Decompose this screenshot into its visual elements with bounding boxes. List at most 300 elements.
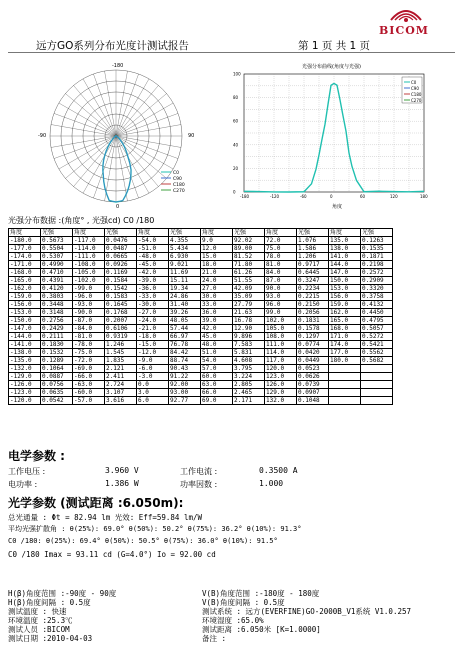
- table-cell: -177.0: [9, 245, 41, 253]
- table-cell: -54.0: [137, 237, 169, 245]
- table-cell: 0.0774: [297, 341, 329, 349]
- table-cell: -63.0: [73, 381, 105, 389]
- table-cell: 27.0: [201, 285, 233, 293]
- table-header-11: 光强: [361, 229, 393, 237]
- table-header-0: 角度: [9, 229, 41, 237]
- table-row: [9, 365, 393, 373]
- footer-date: 测试日期 :2010-04-03: [8, 634, 93, 643]
- table-cell: 123.0: [265, 373, 297, 381]
- table-row: [9, 261, 393, 269]
- table-cell: 129.0: [265, 389, 297, 397]
- table-row: [9, 397, 393, 405]
- table-row: [9, 325, 393, 333]
- table-cell: 0.4795: [361, 317, 393, 325]
- table-cell: -39.0: [137, 277, 169, 285]
- table-cell: 114.0: [265, 349, 297, 357]
- table-cell: 2.465: [233, 389, 265, 397]
- table-cell: -69.0: [73, 365, 105, 373]
- table-cell: 0.5682: [361, 357, 393, 365]
- table-cell: 0.2111: [41, 333, 73, 341]
- table-cell: -48.0: [137, 253, 169, 261]
- table-cell: 57.0: [201, 365, 233, 373]
- table-cell: [329, 365, 361, 373]
- table-cell: 92.02: [233, 237, 265, 245]
- table-cell: 0.2198: [361, 261, 393, 269]
- table-cell: -18.0: [137, 333, 169, 341]
- table-cell: -51.0: [137, 245, 169, 253]
- table-cell: -141.0: [9, 341, 41, 349]
- table-cell: 60.0: [201, 373, 233, 381]
- table-cell: 0.0665: [105, 253, 137, 261]
- table-cell: 66.97: [169, 333, 201, 341]
- table-cell: 72.0: [265, 237, 297, 245]
- table-cell: 111.0: [265, 341, 297, 349]
- table-cell: [329, 381, 361, 389]
- table-cell: 75.0: [265, 245, 297, 253]
- table-cell: 0.4120: [41, 285, 73, 293]
- table-cell: 81.0: [265, 261, 297, 269]
- table-row: [9, 373, 393, 381]
- data-table: [8, 228, 393, 405]
- cartesian-ytick: 80: [233, 95, 239, 101]
- table-cell: 0.3247: [297, 277, 329, 285]
- table-cell: 0.6106: [105, 325, 137, 333]
- footer-remark: 备注 :: [202, 634, 227, 643]
- table-cell: 4.608: [233, 357, 265, 365]
- table-cell: 102.0: [265, 317, 297, 325]
- current-value: 0.3500 A: [259, 466, 298, 475]
- table-cell: 0.0449: [297, 357, 329, 365]
- cartesian-xtick: 120: [390, 194, 398, 199]
- table-cell: 0.1583: [105, 293, 137, 301]
- table-cell: [329, 397, 361, 405]
- table-cell: -33.0: [137, 293, 169, 301]
- table-cell: -111.0: [73, 253, 105, 261]
- table-cell: 99.0: [265, 309, 297, 317]
- footer-h-range: H(β)角度范围 :-90度 - 90度: [8, 589, 117, 598]
- table-cell: -126.0: [9, 381, 41, 389]
- table-cell: 93.00: [169, 389, 201, 397]
- cartesian-ytick: 20: [233, 165, 239, 171]
- table-cell: 24.86: [169, 293, 201, 301]
- optics-line2a: 平均光强扩散角 : θ(25%): 69.0° θ(50%): 50.2° θ(75%): 36.2° θ(10%): 91.3°: [8, 525, 302, 533]
- table-cell: -45.0: [137, 261, 169, 269]
- table-cell: -12.0: [137, 349, 169, 357]
- table-cell: 12.0: [201, 245, 233, 253]
- table-cell: 3.0: [137, 389, 169, 397]
- table-cell: 89.00: [233, 245, 265, 253]
- table-cell: 57.44: [169, 325, 201, 333]
- table-cell: 63.0: [201, 381, 233, 389]
- table-cell: 6.0: [137, 397, 169, 405]
- table-cell: 16.78: [233, 317, 265, 325]
- table-cell: -117.0: [73, 237, 105, 245]
- table-cell: 153.0: [329, 285, 361, 293]
- table-cell: 0.5673: [41, 237, 73, 245]
- table-cell: -162.0: [9, 285, 41, 293]
- table-cell: 0.1297: [297, 333, 329, 341]
- table-cell: [361, 397, 393, 405]
- table-cell: 0.1535: [361, 245, 393, 253]
- table-cell: 4.355: [169, 237, 201, 245]
- table-cell: -9.0: [137, 357, 169, 365]
- table-cell: 138.0: [329, 245, 361, 253]
- table-cell: 15.0: [201, 253, 233, 261]
- table-header-8: 角度: [265, 229, 297, 237]
- cartesian-title: 光强分布曲线(角度与光强): [302, 64, 361, 70]
- table-cell: 3.795: [233, 365, 265, 373]
- table-cell: 9.0: [201, 237, 233, 245]
- table-cell: 39.0: [201, 317, 233, 325]
- table-cell: 81.52: [233, 253, 265, 261]
- table-cell: 0.1169: [105, 269, 137, 277]
- table-cell: -150.0: [9, 317, 41, 325]
- footer-h-step: H(β)角度间隔 : 0.5度: [8, 598, 91, 607]
- table-cell: -15.0: [137, 341, 169, 349]
- table-cell: -174.0: [9, 253, 41, 261]
- cartesian-legend-label: C0: [411, 80, 417, 85]
- cartesian-xtick: 180: [420, 194, 428, 199]
- polar-bottom-tick: 0: [116, 204, 120, 210]
- table-header-4: 角度: [137, 229, 169, 237]
- table-header-5: 光强: [169, 229, 201, 237]
- table-cell: 120.0: [265, 365, 297, 373]
- table-cell: [361, 381, 393, 389]
- table-header-7: 光强: [233, 229, 265, 237]
- table-cell: -87.0: [73, 317, 105, 325]
- cartesian-curve-c0: [244, 83, 424, 192]
- table-cell: -114.0: [73, 245, 105, 253]
- table-cell: 1.586: [297, 245, 329, 253]
- table-cell: 21.63: [233, 309, 265, 317]
- table-cell: 0.6445: [297, 269, 329, 277]
- table-cell: 48.0: [201, 341, 233, 349]
- page-indicator: 第 1 页 共 1 页: [298, 40, 371, 52]
- table-cell: 51.0: [201, 349, 233, 357]
- table-cell: 7.583: [233, 341, 265, 349]
- table-cell: 39.26: [169, 309, 201, 317]
- table-cell: -159.0: [9, 293, 41, 301]
- table-cell: 0.0635: [41, 389, 73, 397]
- table-cell: [329, 373, 361, 381]
- table-cell: 159.0: [329, 301, 361, 309]
- table-cell: 78.0: [265, 253, 297, 261]
- table-cell: 3.107: [105, 389, 137, 397]
- table-cell: 15.11: [169, 277, 201, 285]
- table-cell: 0.2215: [297, 293, 329, 301]
- table-cell: [361, 373, 393, 381]
- table-cell: 5.434: [169, 245, 201, 253]
- table-cell: 141.0: [329, 253, 361, 261]
- table-cell: 90.43: [169, 365, 201, 373]
- voltage-value: 3.960 V: [105, 466, 139, 475]
- table-cell: 2.171: [233, 397, 265, 405]
- table-cell: 1.206: [297, 253, 329, 261]
- table-cell: -132.0: [9, 365, 41, 373]
- cartesian-legend-label: C270: [411, 98, 422, 103]
- table-cell: -21.0: [137, 325, 169, 333]
- polar-left-tick: -90: [38, 133, 47, 139]
- table-row: [9, 389, 393, 397]
- cartesian-xtick: -60: [300, 194, 307, 199]
- table-cell: 0.1584: [105, 277, 137, 285]
- polar-legend-label: C0: [173, 171, 180, 176]
- polar-chart: [36, 60, 236, 210]
- table-cell: -147.0: [9, 325, 41, 333]
- table-cell: 150.0: [329, 277, 361, 285]
- table-cell: 1.835: [105, 357, 137, 365]
- table-cell: -78.0: [73, 341, 105, 349]
- table-cell: -171.0: [9, 261, 41, 269]
- table-cell: 84.0: [265, 269, 297, 277]
- table-cell: 0.3448: [41, 301, 73, 309]
- table-cell: 0.4391: [41, 277, 73, 285]
- table-cell: 0.9717: [297, 261, 329, 269]
- table-cell: -96.0: [73, 293, 105, 301]
- table-cell: -156.0: [9, 301, 41, 309]
- table-cell: 11.69: [169, 269, 201, 277]
- footer-temp: 环境温度 :25.3℃: [8, 616, 73, 625]
- table-cell: 0.2756: [41, 317, 73, 325]
- table-cell: 0.1831: [297, 317, 329, 325]
- table-cell: 2.121: [105, 365, 137, 373]
- table-header-2: 角度: [73, 229, 105, 237]
- table-cell: 165.0: [329, 317, 361, 325]
- table-cell: 132.0: [265, 397, 297, 405]
- footer-right: [202, 589, 411, 643]
- optics-line2b: C0 /180: θ(25%): 69.4° θ(50%): 50.5° θ(75%): 36.0° θ(10%): 91.5°: [8, 537, 278, 545]
- table-cell: 0.2234: [297, 285, 329, 293]
- table-cell: -168.0: [9, 269, 41, 277]
- table-cell: 9.021: [169, 261, 201, 269]
- table-cell: 0.1830: [41, 341, 73, 349]
- table-cell: 135.0: [329, 237, 361, 245]
- table-cell: 88.74: [169, 357, 201, 365]
- table-cell: 96.0: [265, 301, 297, 309]
- table-cell: 27.79: [233, 301, 265, 309]
- power-label: 电功率 :: [8, 480, 38, 489]
- table-cell: 9.896: [233, 333, 265, 341]
- table-cell: 174.0: [329, 341, 361, 349]
- table-cell: 66.0: [201, 389, 233, 397]
- cartesian-ytick: 40: [233, 142, 239, 148]
- logo-text: BICOM: [379, 24, 429, 37]
- table-cell: -57.0: [73, 397, 105, 405]
- table-cell: 12.90: [233, 325, 265, 333]
- table-cell: -93.0: [73, 301, 105, 309]
- optics-title: 光学参数 (测试距离 :6.050m):: [8, 496, 184, 510]
- table-cell: -72.0: [73, 357, 105, 365]
- table-cell: 92.00: [169, 381, 201, 389]
- table-cell: 0.0756: [41, 381, 73, 389]
- data-table-wrap: [8, 228, 393, 405]
- table-cell: 0.1542: [105, 285, 137, 293]
- table-cell: 2.805: [233, 381, 265, 389]
- footer-test-mode: 测试温度 : 快速: [8, 607, 67, 616]
- optics-line3: C0 /180 Imax = 93.11 cd (G=4.0°) Io = 92.00 cd: [8, 550, 216, 559]
- company-logo: [371, 2, 441, 36]
- table-cell: -123.0: [9, 389, 41, 397]
- table-cell: 0.3758: [361, 293, 393, 301]
- table-cell: 6.930: [169, 253, 201, 261]
- table-cell: 61.26: [233, 269, 265, 277]
- table-cell: 35.09: [233, 293, 265, 301]
- table-cell: 0.2429: [41, 325, 73, 333]
- table-cell: 48.05: [169, 317, 201, 325]
- table-cell: 2.724: [105, 381, 137, 389]
- table-cell: -27.0: [137, 309, 169, 317]
- table-cell: 105.0: [265, 325, 297, 333]
- table-cell: 0.1263: [361, 237, 393, 245]
- table-cell: 147.0: [329, 269, 361, 277]
- table-cell: -153.0: [9, 309, 41, 317]
- table-cell: 0.5272: [361, 333, 393, 341]
- voltage-label: 工作电压 :: [8, 467, 46, 476]
- cartesian-xtick: -120: [270, 194, 280, 199]
- table-cell: 87.0: [265, 277, 297, 285]
- table-cell: 0.1768: [105, 309, 137, 317]
- table-cell: 19.34: [169, 285, 201, 293]
- table-cell: -24.0: [137, 317, 169, 325]
- table-cell: 92.77: [169, 397, 201, 405]
- table-cell: 144.0: [329, 261, 361, 269]
- elec-title: 电学参数 :: [8, 449, 65, 463]
- table-header-9: 光强: [297, 229, 329, 237]
- table-cell: 0.0: [137, 381, 169, 389]
- report-title: 远方GO系列分布光度计测试报告: [36, 40, 189, 52]
- table-cell: -30.0: [137, 301, 169, 309]
- table-cell: 0.5421: [361, 341, 393, 349]
- table-cell: 0.4990: [41, 261, 73, 269]
- pf-label: 功率因数 :: [180, 480, 218, 489]
- table-cell: -42.0: [137, 269, 169, 277]
- table-cell: 21.0: [201, 269, 233, 277]
- table-row: [9, 317, 393, 325]
- table-cell: 0.0420: [297, 349, 329, 357]
- table-cell: 0.1064: [41, 365, 73, 373]
- table-row: [9, 269, 393, 277]
- polar-legend-label: C180: [173, 183, 185, 188]
- table-cell: 156.0: [329, 293, 361, 301]
- table-cell: 171.0: [329, 333, 361, 341]
- table-header-3: 光强: [105, 229, 137, 237]
- table-cell: -108.0: [73, 261, 105, 269]
- table-cell: -129.0: [9, 373, 41, 381]
- table-row: [9, 381, 393, 389]
- cartesian-legend-label: C90: [411, 86, 419, 91]
- table-cell: 0.0523: [297, 365, 329, 373]
- table-cell: 18.0: [201, 261, 233, 269]
- table-cell: 0.5504: [41, 245, 73, 253]
- table-cell: 168.0: [329, 325, 361, 333]
- table-cell: 71.80: [233, 261, 265, 269]
- table-cell: 0.0907: [297, 389, 329, 397]
- table-cell: 42.09: [233, 285, 265, 293]
- table-cell: -144.0: [9, 333, 41, 341]
- table-cell: 84.42: [169, 349, 201, 357]
- table-cell: 0.1048: [297, 397, 329, 405]
- cartesian-xtick: 0: [330, 194, 333, 199]
- table-cell: -6.0: [137, 365, 169, 373]
- table-row: [9, 277, 393, 285]
- table-cell: 0.2056: [297, 309, 329, 317]
- table-cell: 0.4450: [361, 309, 393, 317]
- table-cell: -36.0: [137, 285, 169, 293]
- table-cell: 42.0: [201, 325, 233, 333]
- table-cell: 36.0: [201, 309, 233, 317]
- polar-right-tick: 90: [188, 133, 195, 139]
- table-cell: 1.545: [105, 349, 137, 357]
- table-cell: 0.3320: [361, 285, 393, 293]
- table-cell: 24.0: [201, 277, 233, 285]
- footer-v-step: V(B)角度间隔 : 0.5度: [202, 598, 285, 607]
- table-cell: -102.0: [73, 277, 105, 285]
- table-cell: -60.0: [73, 389, 105, 397]
- table-cell: 0.5307: [41, 253, 73, 261]
- table-row: [9, 357, 393, 365]
- table-cell: 126.0: [265, 381, 297, 389]
- footer-distance: 测试距离 :6.050米 [K=1.0000]: [202, 625, 321, 634]
- table-cell: 0.0887: [41, 373, 73, 381]
- table-cell: -81.0: [73, 333, 105, 341]
- table-cell: 1.246: [105, 341, 137, 349]
- header-rule: [8, 52, 455, 53]
- table-row: [9, 245, 393, 253]
- table-cell: 0.0542: [41, 397, 73, 405]
- table-row: [9, 349, 393, 357]
- table-cell: 0.4132: [361, 301, 393, 309]
- cartesian-xtick: 60: [360, 194, 366, 199]
- polar-top-tick: -180: [112, 63, 124, 69]
- table-cell: 54.0: [201, 357, 233, 365]
- cartesian-ytick: 0: [233, 189, 236, 195]
- table-cell: 90.0: [265, 285, 297, 293]
- table-cell: -135.0: [9, 357, 41, 365]
- table-cell: 45.0: [201, 333, 233, 341]
- table-cell: 177.0: [329, 349, 361, 357]
- power-value: 1.386 W: [105, 479, 139, 488]
- table-cell: 0.3803: [41, 293, 73, 301]
- table-cell: -99.0: [73, 285, 105, 293]
- footer-tester: 测试人员 :BICOM: [8, 625, 70, 634]
- table-cell: 91.22: [169, 373, 201, 381]
- table-cell: 0.2150: [297, 301, 329, 309]
- table-cell: -120.0: [9, 397, 41, 405]
- table-cell: -3.0: [137, 373, 169, 381]
- cartesian-xtick: -180: [240, 194, 250, 199]
- polar-legend-label: C90: [173, 177, 182, 182]
- table-cell: 0.0739: [297, 381, 329, 389]
- table-cell: 3.616: [105, 397, 137, 405]
- table-cell: 117.0: [265, 357, 297, 365]
- table-cell: 76.78: [169, 341, 201, 349]
- table-caption: 光强分布数据 :(角度° , 光强cd) C0 /180: [8, 216, 155, 225]
- table-row: [9, 293, 393, 301]
- table-row: [9, 301, 393, 309]
- table-cell: 31.40: [169, 301, 201, 309]
- table-cell: 2.411: [105, 373, 137, 381]
- table-row: [9, 309, 393, 317]
- table-header-10: 角度: [329, 229, 361, 237]
- table-row: [9, 253, 393, 261]
- cartesian-ytick: 100: [233, 71, 241, 77]
- table-cell: 0.1871: [361, 253, 393, 261]
- table-row: [9, 341, 393, 349]
- footer-v-range: V(B)角度范围 :-180度 - 180度: [202, 589, 320, 598]
- table-cell: -75.0: [73, 349, 105, 357]
- table-cell: [329, 389, 361, 397]
- table-cell: -90.0: [73, 309, 105, 317]
